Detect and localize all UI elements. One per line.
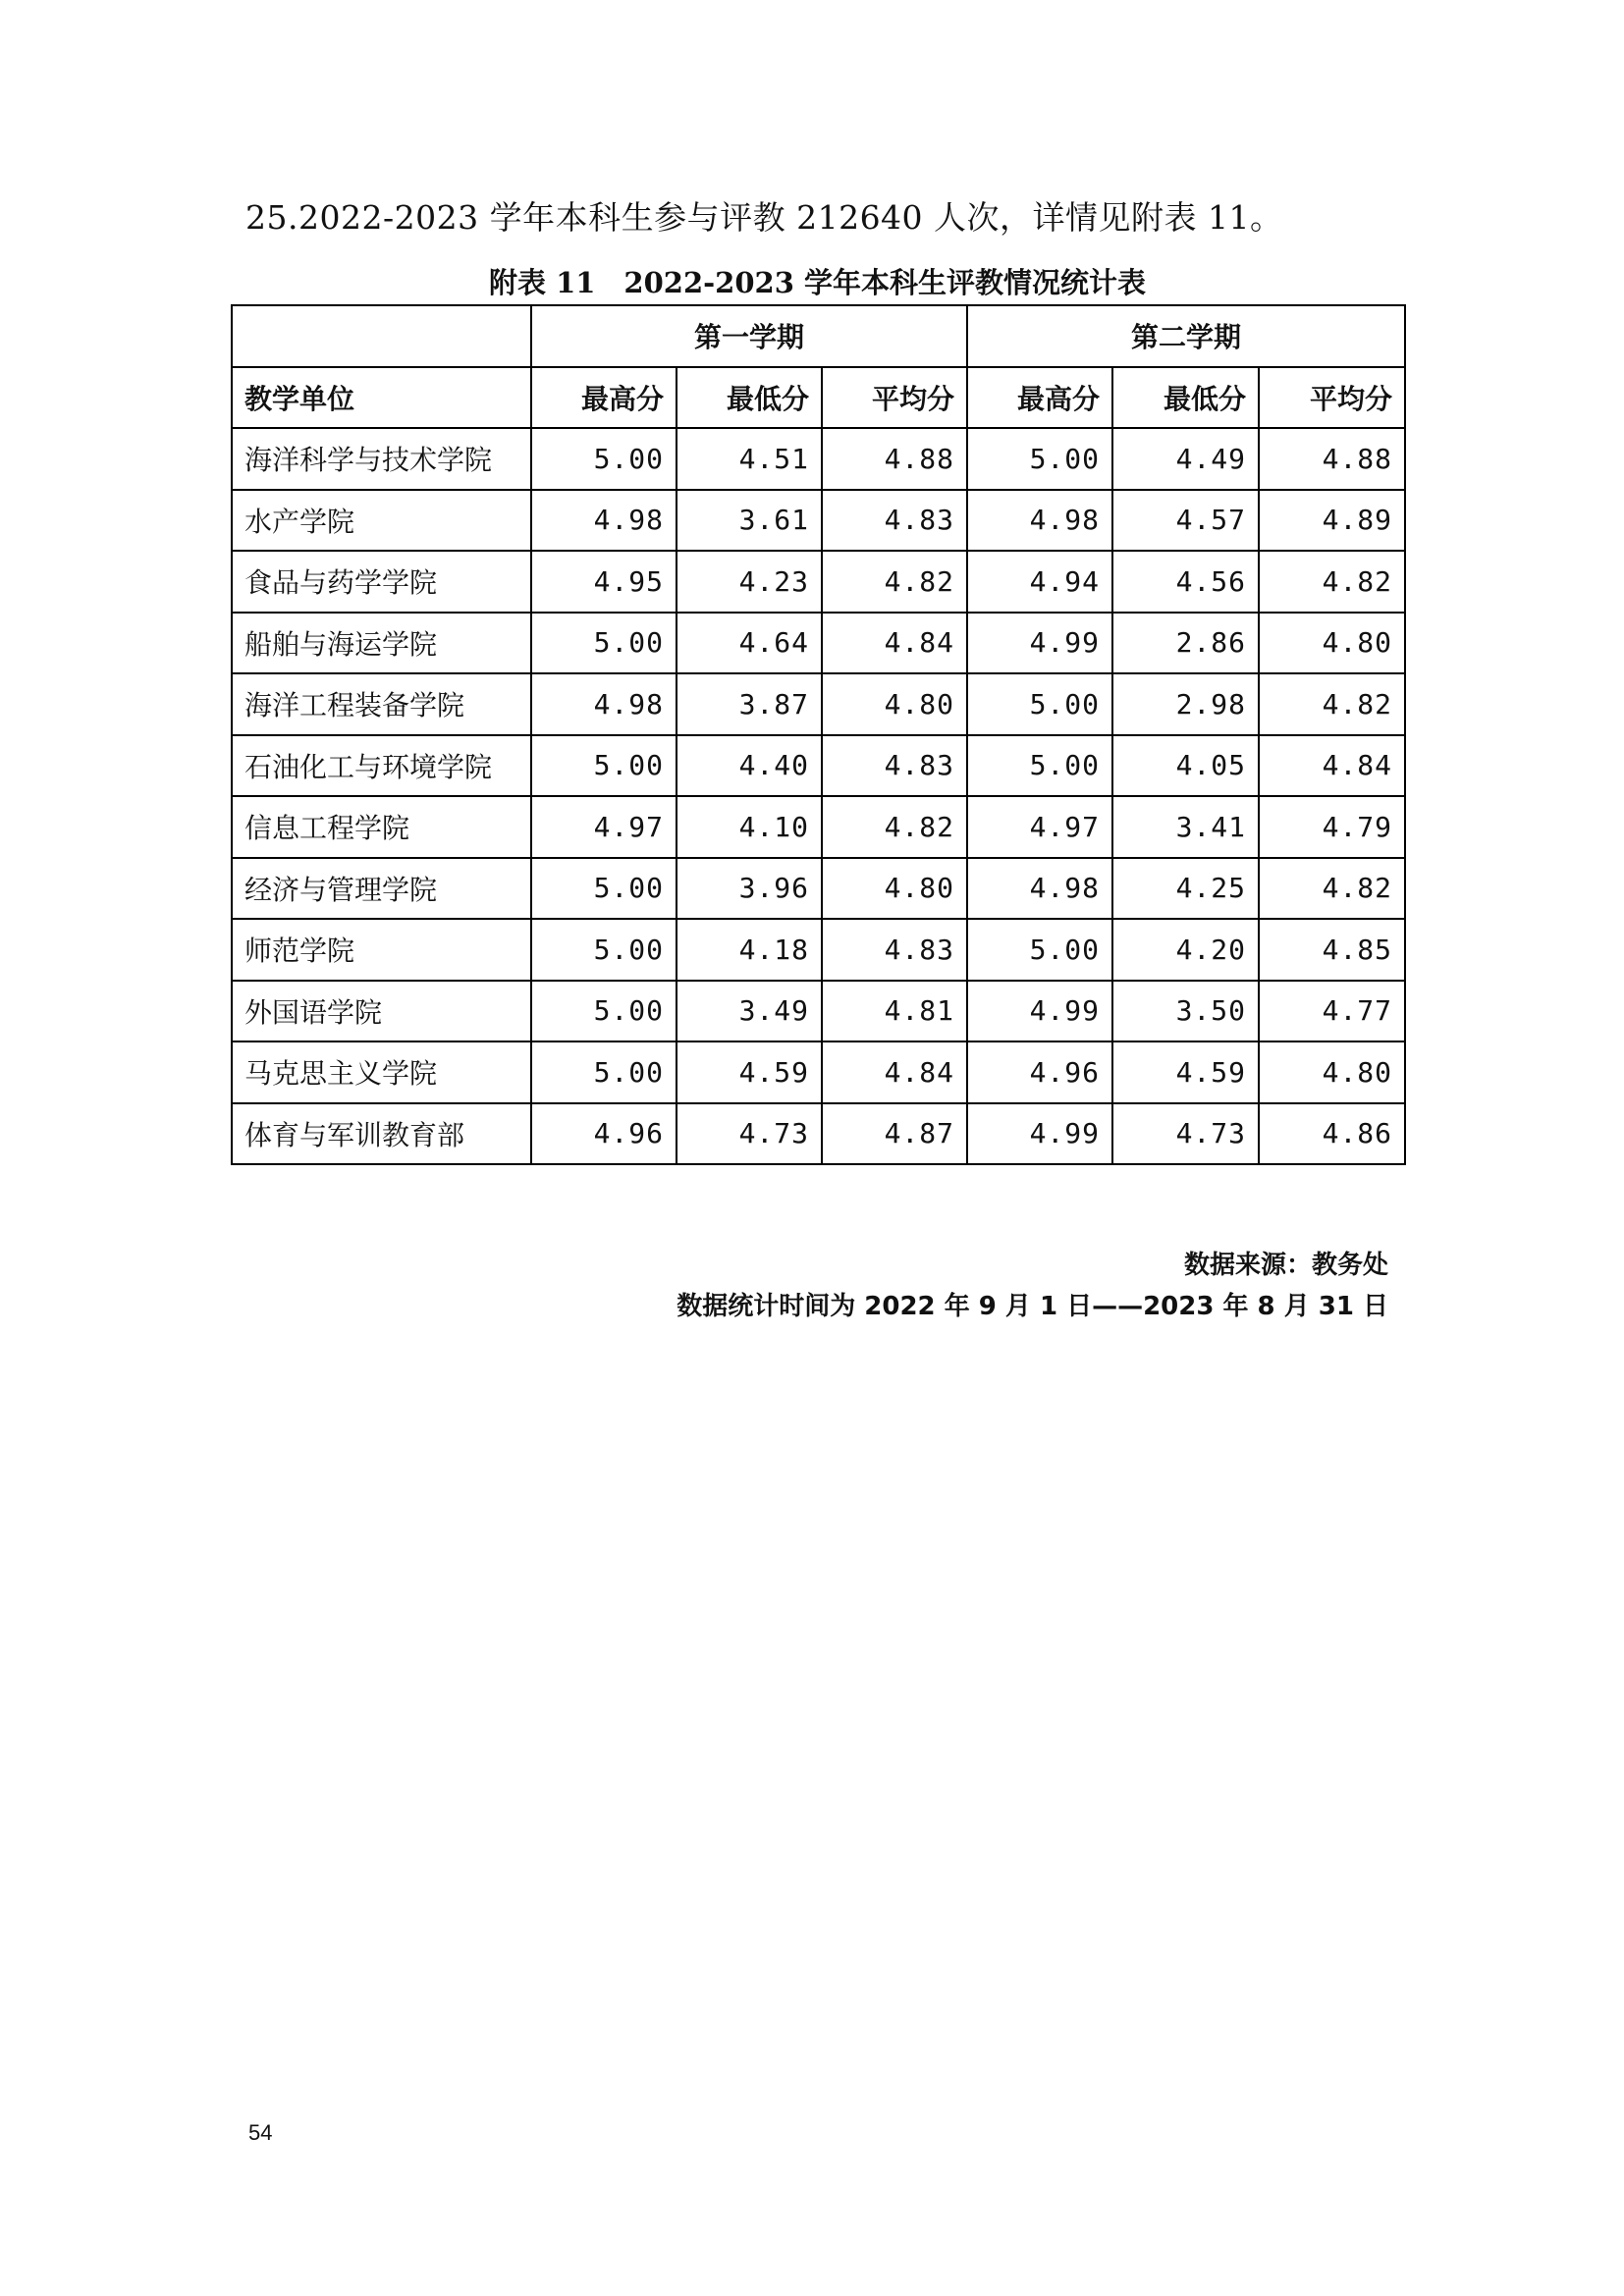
term-2-avg: 4.84 <box>1259 735 1405 797</box>
term-1-avg: 4.83 <box>822 735 967 797</box>
term-2-max: 4.96 <box>967 1041 1112 1103</box>
term-2-avg: 4.80 <box>1259 1041 1405 1103</box>
term-1-avg-header: 平均分 <box>822 367 967 429</box>
term-2-max: 5.00 <box>967 735 1112 797</box>
term-1-max: 4.95 <box>531 551 677 613</box>
term-1-min-header: 最低分 <box>677 367 822 429</box>
table-row <box>232 551 1405 613</box>
term-1-min: 3.49 <box>677 981 822 1042</box>
term-2-min: 2.86 <box>1112 613 1259 674</box>
term-2-min: 4.20 <box>1112 919 1259 981</box>
unit-name: 师范学院 <box>232 919 531 981</box>
table-notes <box>677 1245 1388 1327</box>
unit-name: 体育与军训教育部 <box>232 1103 531 1165</box>
unit-name: 海洋工程装备学院 <box>232 673 531 735</box>
term-2-avg: 4.82 <box>1259 673 1405 735</box>
term-1-max: 4.96 <box>531 1103 677 1165</box>
term-1-avg: 4.80 <box>822 673 967 735</box>
table-row <box>232 673 1405 735</box>
term-1-avg: 4.80 <box>822 858 967 920</box>
term-2-avg: 4.77 <box>1259 981 1405 1042</box>
term-2-min: 4.73 <box>1112 1103 1259 1165</box>
term-1-max: 4.98 <box>531 673 677 735</box>
term-2-avg: 4.82 <box>1259 551 1405 613</box>
page-number: 54 <box>248 2120 273 2145</box>
table-row <box>232 613 1405 674</box>
term-2-max: 4.97 <box>967 796 1112 858</box>
table-caption: 附表 11 2022-2023 学年本科生评教情况统计表 <box>488 266 1146 299</box>
term-2-max: 4.94 <box>967 551 1112 613</box>
unit-column-header: 教学单位 <box>232 367 531 429</box>
term-2-max: 4.99 <box>967 981 1112 1042</box>
term-1-min: 3.61 <box>677 490 822 552</box>
column-header-row <box>232 367 1405 429</box>
term-1-avg: 4.81 <box>822 981 967 1042</box>
term-1-max: 5.00 <box>531 428 677 490</box>
table-row <box>232 858 1405 920</box>
term-2-avg-header: 平均分 <box>1259 367 1405 429</box>
term-1-max: 5.00 <box>531 735 677 797</box>
term-2-avg: 4.89 <box>1259 490 1405 552</box>
unit-name: 信息工程学院 <box>232 796 531 858</box>
intro-paragraph: 25.2022-2023 学年本科生参与评教 212640 人次，详情见附表 11。 <box>245 198 1283 237</box>
term-1-avg: 4.83 <box>822 490 967 552</box>
term-1-min: 4.64 <box>677 613 822 674</box>
unit-name: 外国语学院 <box>232 981 531 1042</box>
term-1-avg: 4.82 <box>822 551 967 613</box>
term-2-max: 4.98 <box>967 858 1112 920</box>
data-period-note: 数据统计时间为 2022 年 9 月 1 日——2023 年 8 月 31 日 <box>677 1292 1388 1321</box>
table-row <box>232 919 1405 981</box>
term-2-min-header: 最低分 <box>1112 367 1259 429</box>
term-2-min: 4.59 <box>1112 1041 1259 1103</box>
term-2-max: 5.00 <box>967 673 1112 735</box>
term-1-max: 5.00 <box>531 858 677 920</box>
table-row <box>232 490 1405 552</box>
term-1-avg: 4.88 <box>822 428 967 490</box>
term-2-min: 3.50 <box>1112 981 1259 1042</box>
term-1-max: 4.97 <box>531 796 677 858</box>
term-2-max: 4.98 <box>967 490 1112 552</box>
term-1-max: 5.00 <box>531 1041 677 1103</box>
data-source-note: 数据来源：教务处 <box>1183 1251 1388 1280</box>
term-2-max: 4.99 <box>967 613 1112 674</box>
term-1-max: 4.98 <box>531 490 677 552</box>
term-1-min: 4.18 <box>677 919 822 981</box>
term-2-min: 4.57 <box>1112 490 1259 552</box>
unit-name: 船舶与海运学院 <box>232 613 531 674</box>
term-1-max: 5.00 <box>531 919 677 981</box>
term-1-min: 4.51 <box>677 428 822 490</box>
table-row <box>232 735 1405 797</box>
unit-name: 经济与管理学院 <box>232 858 531 920</box>
empty-corner-cell <box>232 305 531 367</box>
term-1-min: 3.96 <box>677 858 822 920</box>
term-2-min: 4.56 <box>1112 551 1259 613</box>
term-1-avg: 4.83 <box>822 919 967 981</box>
term-2-max: 4.99 <box>967 1103 1112 1165</box>
term-1-min: 3.87 <box>677 673 822 735</box>
unit-name: 海洋科学与技术学院 <box>232 428 531 490</box>
unit-name: 水产学院 <box>232 490 531 552</box>
term-1-min: 4.10 <box>677 796 822 858</box>
term-2-avg: 4.88 <box>1259 428 1405 490</box>
unit-name: 石油化工与环境学院 <box>232 735 531 797</box>
term-1-avg: 4.84 <box>822 613 967 674</box>
term-1-avg: 4.87 <box>822 1103 967 1165</box>
term-1-avg: 4.82 <box>822 796 967 858</box>
term-2-header: 第二学期 <box>967 305 1405 367</box>
term-2-min: 4.25 <box>1112 858 1259 920</box>
term-2-max: 5.00 <box>967 919 1112 981</box>
term-2-min: 4.05 <box>1112 735 1259 797</box>
table-body <box>232 428 1405 1164</box>
term-2-min: 3.41 <box>1112 796 1259 858</box>
term-1-min: 4.59 <box>677 1041 822 1103</box>
unit-name: 马克思主义学院 <box>232 1041 531 1103</box>
term-1-avg: 4.84 <box>822 1041 967 1103</box>
term-1-min: 4.40 <box>677 735 822 797</box>
term-1-min: 4.23 <box>677 551 822 613</box>
term-2-min: 2.98 <box>1112 673 1259 735</box>
term-2-avg: 4.80 <box>1259 613 1405 674</box>
table-row <box>232 1103 1405 1165</box>
term-2-max: 5.00 <box>967 428 1112 490</box>
term-2-min: 4.49 <box>1112 428 1259 490</box>
term-2-max-header: 最高分 <box>967 367 1112 429</box>
term-header-row <box>232 305 1405 367</box>
term-1-max: 5.00 <box>531 981 677 1042</box>
term-1-max-header: 最高分 <box>531 367 677 429</box>
term-2-avg: 4.82 <box>1259 858 1405 920</box>
term-2-avg: 4.85 <box>1259 919 1405 981</box>
term-2-avg: 4.86 <box>1259 1103 1405 1165</box>
term-2-avg: 4.79 <box>1259 796 1405 858</box>
term-1-max: 5.00 <box>531 613 677 674</box>
evaluation-table <box>231 304 1406 1165</box>
table-row <box>232 428 1405 490</box>
term-1-min: 4.73 <box>677 1103 822 1165</box>
table-row <box>232 1041 1405 1103</box>
unit-name: 食品与药学学院 <box>232 551 531 613</box>
table-row <box>232 796 1405 858</box>
term-1-header: 第一学期 <box>531 305 967 367</box>
table-row <box>232 981 1405 1042</box>
